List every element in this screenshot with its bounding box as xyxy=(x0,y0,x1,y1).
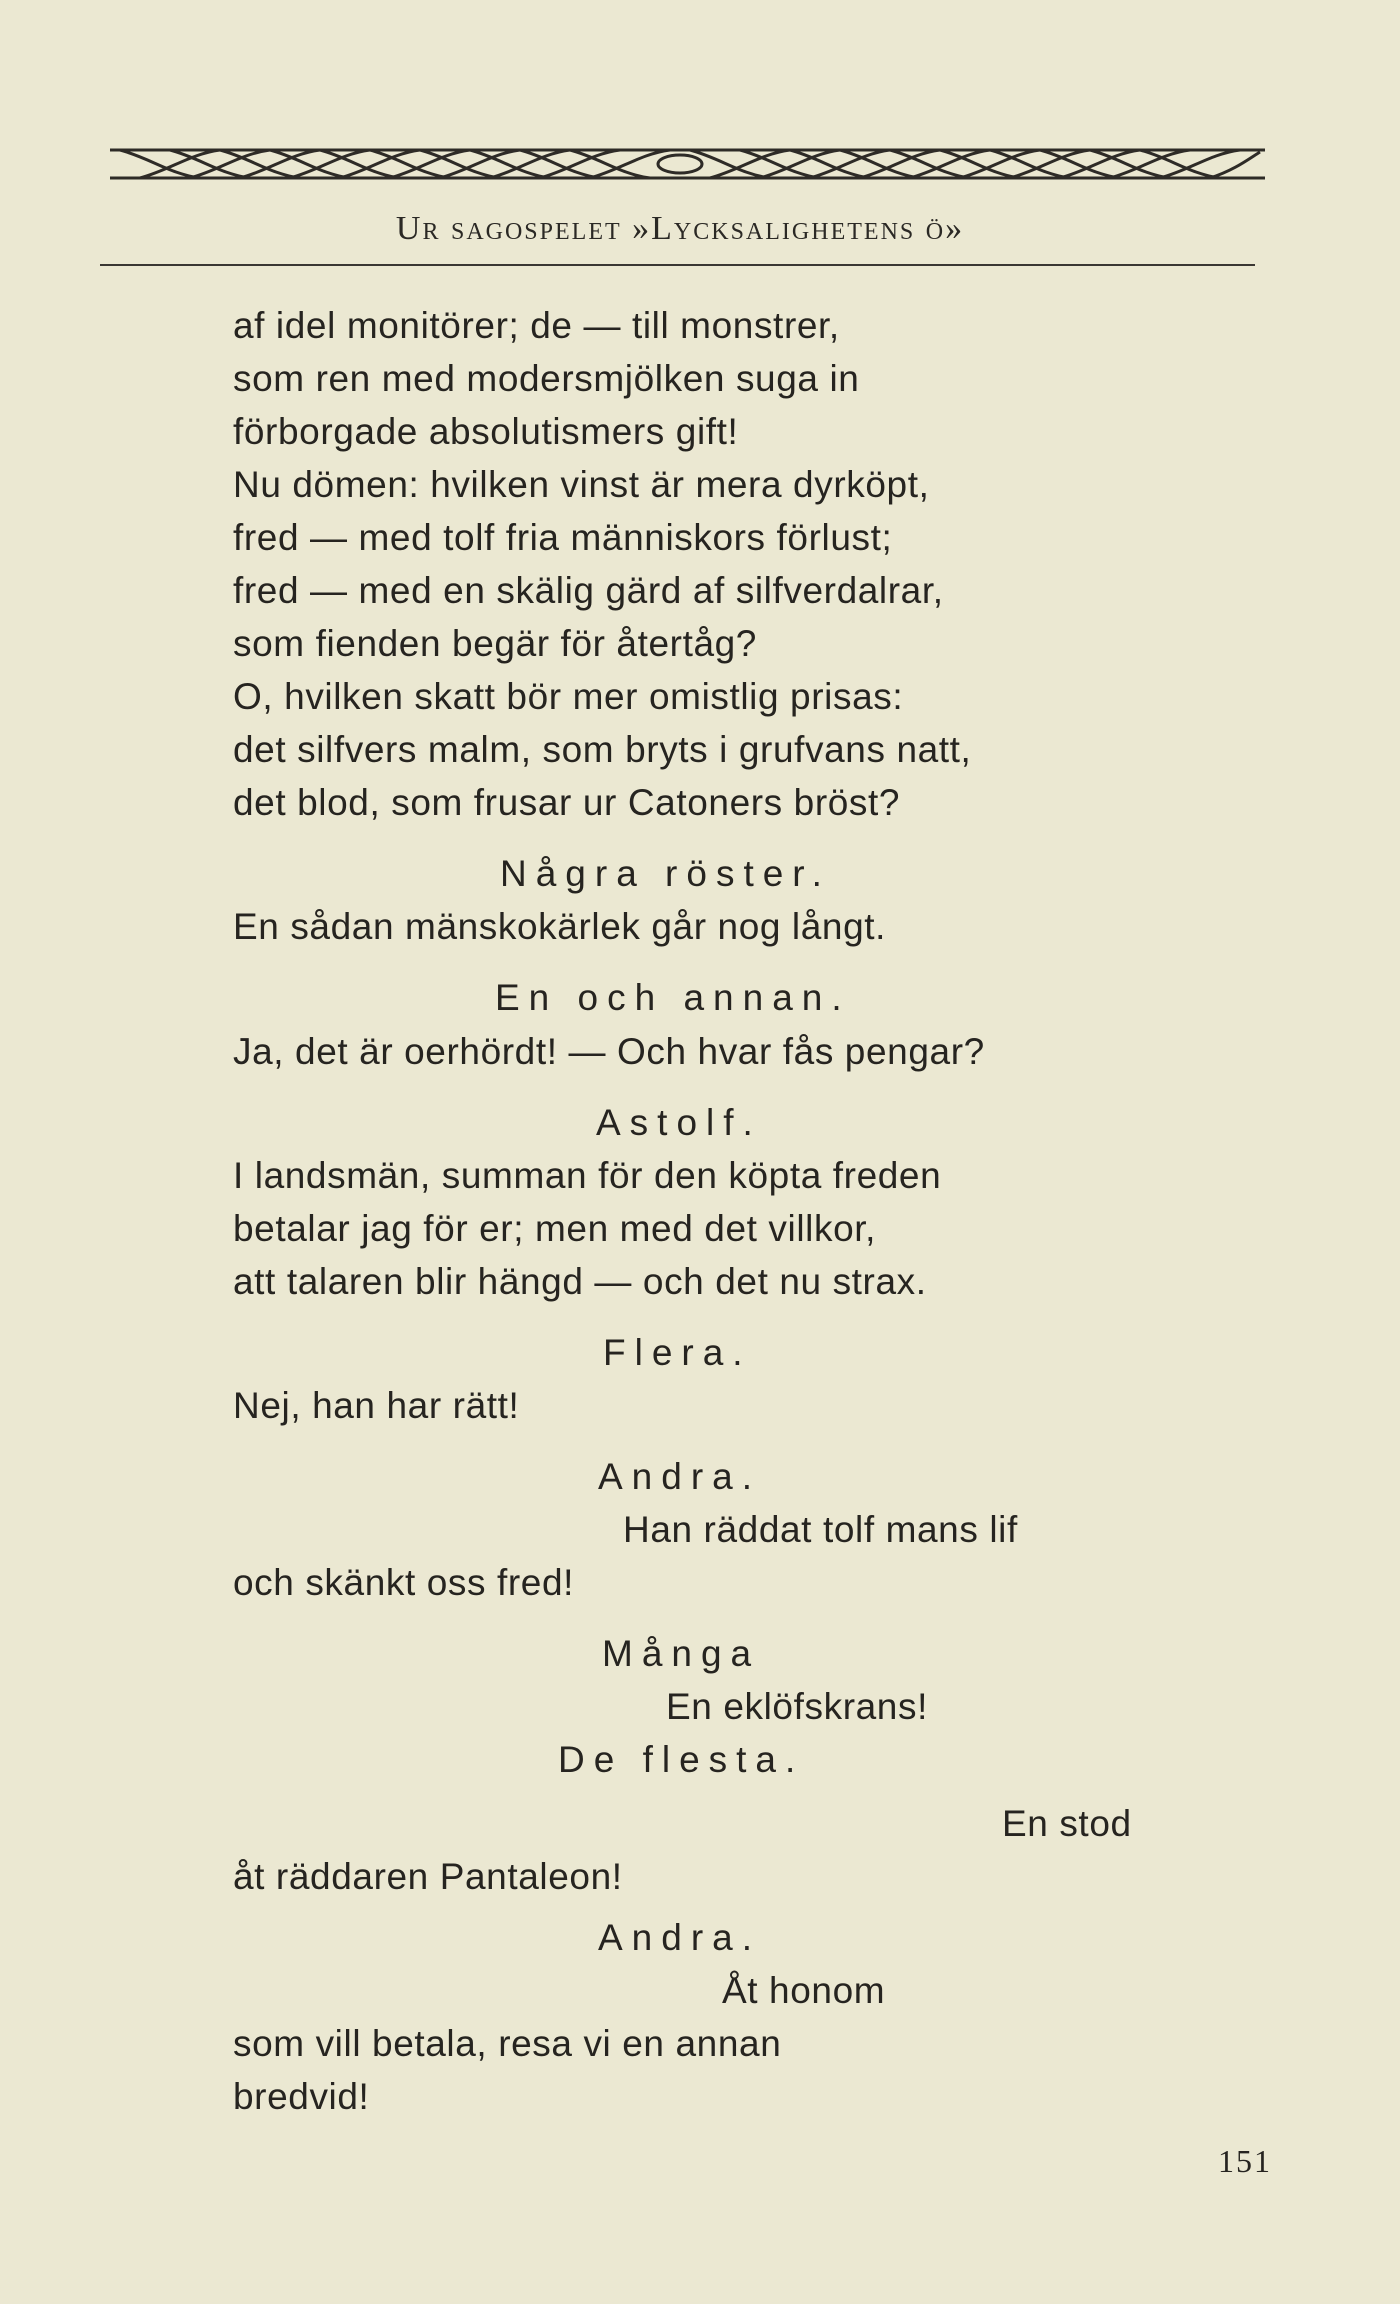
verse-line: O, hvilken skatt bör mer omistlig prisas: xyxy=(233,676,904,717)
verse-line: som ren med modersmjölken suga in xyxy=(233,358,860,399)
speaker-name: Många xyxy=(602,1633,761,1674)
ornamental-border xyxy=(110,138,1265,190)
verse-line: Nu dömen: hvilken vinst är mera dyrköpt, xyxy=(233,464,930,505)
verse-line: förborgade absolutismers gift! xyxy=(233,411,739,452)
verse-line: att talaren blir hängd — och det nu strax. xyxy=(233,1261,927,1302)
header-rule xyxy=(100,264,1255,266)
speaker-name: Andra. xyxy=(598,1456,762,1497)
verse-line: som vill betala, resa vi en annan xyxy=(233,2023,782,2064)
verse-line: Åt honom xyxy=(722,1970,886,2011)
speaker-name: Astolf. xyxy=(596,1102,762,1143)
verse-line: som fienden begär för återtåg? xyxy=(233,623,757,664)
verse-line: En stod xyxy=(1002,1803,1132,1844)
verse-line: och skänkt oss fred! xyxy=(233,1562,575,1603)
verse-line: bredvid! xyxy=(233,2076,370,2117)
verse-line: af idel monitörer; de — till monstrer, xyxy=(233,305,840,346)
verse-line: Nej, han har rätt! xyxy=(233,1385,520,1426)
verse-line: det blod, som frusar ur Catoners bröst? xyxy=(233,782,901,823)
speaker-name: Flera. xyxy=(603,1332,752,1373)
page-number: 151 xyxy=(1218,2143,1272,2179)
verse-line: det silfvers malm, som bryts i grufvans natt, xyxy=(233,729,972,770)
verse-line: En eklöfskrans! xyxy=(666,1686,928,1727)
verse-line: fred — med en skälig gärd af silfverdalrar, xyxy=(233,570,944,611)
verse-line: åt räddaren Pantaleon! xyxy=(233,1856,623,1897)
verse-line: Han räddat tolf mans lif xyxy=(623,1509,1018,1550)
running-header: Ur sagospelet »Lycksalighetens ö» xyxy=(395,210,965,247)
speaker-name: En och annan. xyxy=(495,977,851,1018)
verse-line: fred — med tolf fria människors förlust; xyxy=(233,517,893,558)
verse-line: En sådan mänskokärlek går nog långt. xyxy=(233,906,887,947)
speaker-name: Andra. xyxy=(598,1917,762,1958)
verse-line: betalar jag för er; men med det villkor, xyxy=(233,1208,877,1249)
verse-line: Ja, det är oerhördt! — Och hvar fås pengar? xyxy=(233,1031,985,1072)
speaker-name: De flesta. xyxy=(558,1739,805,1780)
speaker-name: Några röster. xyxy=(500,853,831,894)
verse-line: I landsmän, summan för den köpta freden xyxy=(233,1155,942,1196)
